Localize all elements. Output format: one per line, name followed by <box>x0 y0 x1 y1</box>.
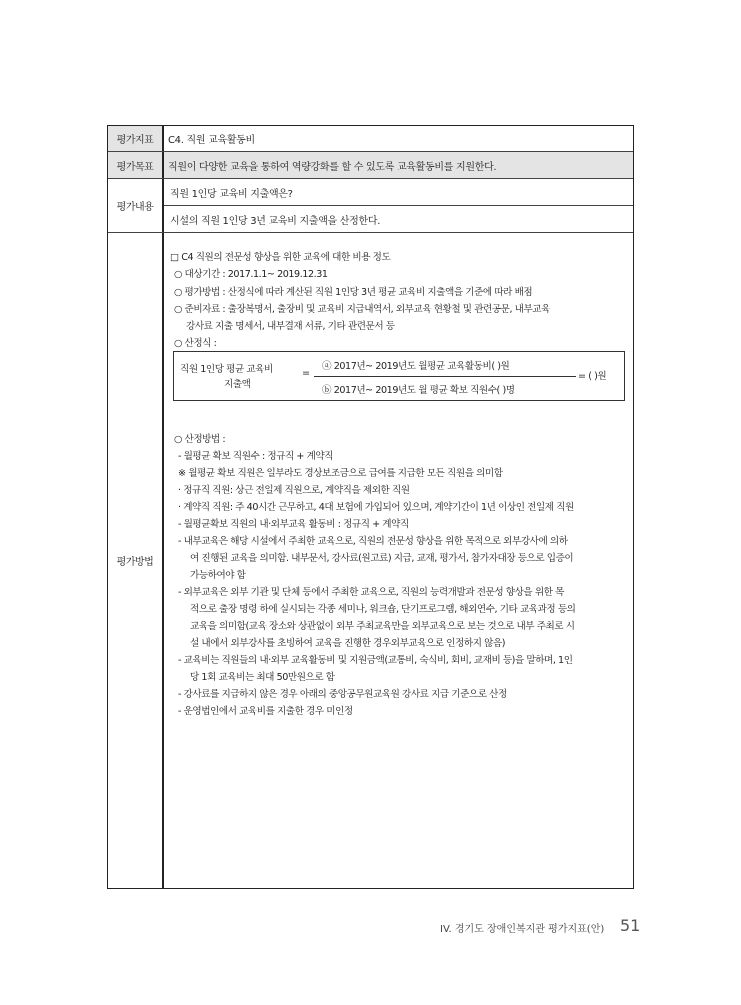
method-label: 평가방법 <box>108 233 164 888</box>
indicator-row <box>108 126 633 152</box>
page-number: 51 <box>620 916 641 935</box>
content-label: 평가내용 <box>108 179 164 232</box>
calc-line: 설 내에서 외부강사를 초빙하여 교육을 진행한 경우외부교육으로 인정하지 않음) <box>190 638 506 649</box>
goal-row <box>108 152 633 179</box>
calc-line: 당 1회 교육비는 최대 50만원으로 함 <box>190 672 335 683</box>
method-row <box>108 233 633 888</box>
calc-label: ○ 산정방법 : <box>174 434 226 445</box>
formula-left-1: 직원 1인당 평균 교육비 <box>180 364 273 375</box>
calc-line: - 운영법인에서 교육비를 지출한 경우 미인정 <box>178 706 353 717</box>
indicator-value: C4. 직원 교육활동비 <box>168 135 255 146</box>
formula-label: ○ 산정식 : <box>174 338 217 349</box>
content-lines <box>164 179 633 232</box>
formula-denominator: ⓑ 2017년~ 2019년도 월 평균 확보 직원수( )명 <box>322 385 515 396</box>
formula-left-2: 지출액 <box>224 379 251 390</box>
formula-box <box>173 351 625 401</box>
method-approach: ○ 평가방법 : 산정식에 따라 계산된 직원 1인당 3년 평균 교육비 지출액을 기준에 따라 배점 <box>174 287 533 298</box>
calc-line: 가능하여야 함 <box>190 570 246 581</box>
indicator-label: 평가지표 <box>108 126 164 151</box>
formula-numerator: ⓐ 2017년~ 2019년도 월평균 교육활동비( )원 <box>322 361 510 372</box>
footer-text: IV. 경기도 장애인복지관 평가지표(안) <box>440 924 605 935</box>
method-title: □ C4 직원의 전문성 향상을 위한 교육에 대한 비용 정도 <box>170 252 391 263</box>
calc-line: · 정규직 직원: 상근 전일제 직원으로, 계약직을 제외한 직원 <box>178 485 410 496</box>
goal-value: 직원이 다양한 교육을 통하여 역량강화를 할 수 있도록 교육활동비를 지원한다. <box>164 152 633 178</box>
goal-label: 평가목표 <box>108 152 164 178</box>
calc-line: - 내부교육은 해당 시설에서 주최한 교육으로, 직원의 전문성 향상을 위한 목적으로 외부강사에 의하 <box>178 536 568 547</box>
method-period: ○ 대상기간 : 2017.1.1~ 2019.12.31 <box>174 269 328 280</box>
formula-result: = ( )원 <box>578 371 607 382</box>
calc-line: · 계약직 직원: 주 40시간 근무하고, 4대 보험에 가입되어 있으며, 계약기간이 1년 이상인 전일제 직원 <box>178 502 574 513</box>
method-materials-1: ○ 준비자료 : 출장복명서, 출장비 및 교육비 지급내역서, 외부교육 현황철 및 관련공문, 내부교육 <box>174 304 550 315</box>
method-materials-2: 강사료 지출 명세서, 내부결재 서류, 기타 관련문서 등 <box>186 321 395 332</box>
calc-line: - 강사료를 지급하지 않은 경우 아래의 중앙공무원교육원 강사료 지급 기준으로 산정 <box>178 689 507 700</box>
fraction-line <box>314 376 576 377</box>
calc-line: - 외부교육은 외부 기관 및 단체 등에서 주최한 교육으로, 직원의 능력개발과 전문성 향상을 위한 목 <box>178 587 564 598</box>
calc-line: - 월평균확보 직원의 내·외부교육 활동비 : 정규직 + 계약직 <box>178 519 409 530</box>
method-content <box>164 233 633 888</box>
calc-line: - 교육비는 직원들의 내·외부 교육활동비 및 지원금액(교통비, 숙식비, 회비, 교재비 등)을 말하며, 1인 <box>178 655 573 666</box>
content-row <box>108 179 633 233</box>
content-line-1: 직원 1인당 교육비 지출액은? <box>170 188 293 200</box>
evaluation-table <box>107 125 634 889</box>
calc-line: 교육을 의미함(교육 장소와 상관없이 외부 주최교육만을 외부교육으로 보는 것으로 내부 주최로 시 <box>190 621 575 632</box>
calc-line: 적으로 출장 명령 하에 실시되는 각종 세미나, 워크숍, 단기프로그램, 해외연수, 기타 교육과정 등의 <box>190 604 576 615</box>
calc-line: ※ 월평균 확보 직원은 일부라도 경상보조금으로 급여를 지급한 모든 직원을 의미함 <box>178 468 503 479</box>
calc-line: 여 진행된 교육을 의미함. 내부문서, 강사료(원고료) 지급, 교재, 평가서, 참가자대장 등으로 입증이 <box>190 553 574 564</box>
calc-line: - 월평균 확보 직원수 : 정규직 + 계약직 <box>178 451 334 462</box>
formula-equals: = <box>302 368 310 379</box>
content-line-2: 시설의 직원 1인당 3년 교육비 지출액을 산정한다. <box>164 205 633 232</box>
